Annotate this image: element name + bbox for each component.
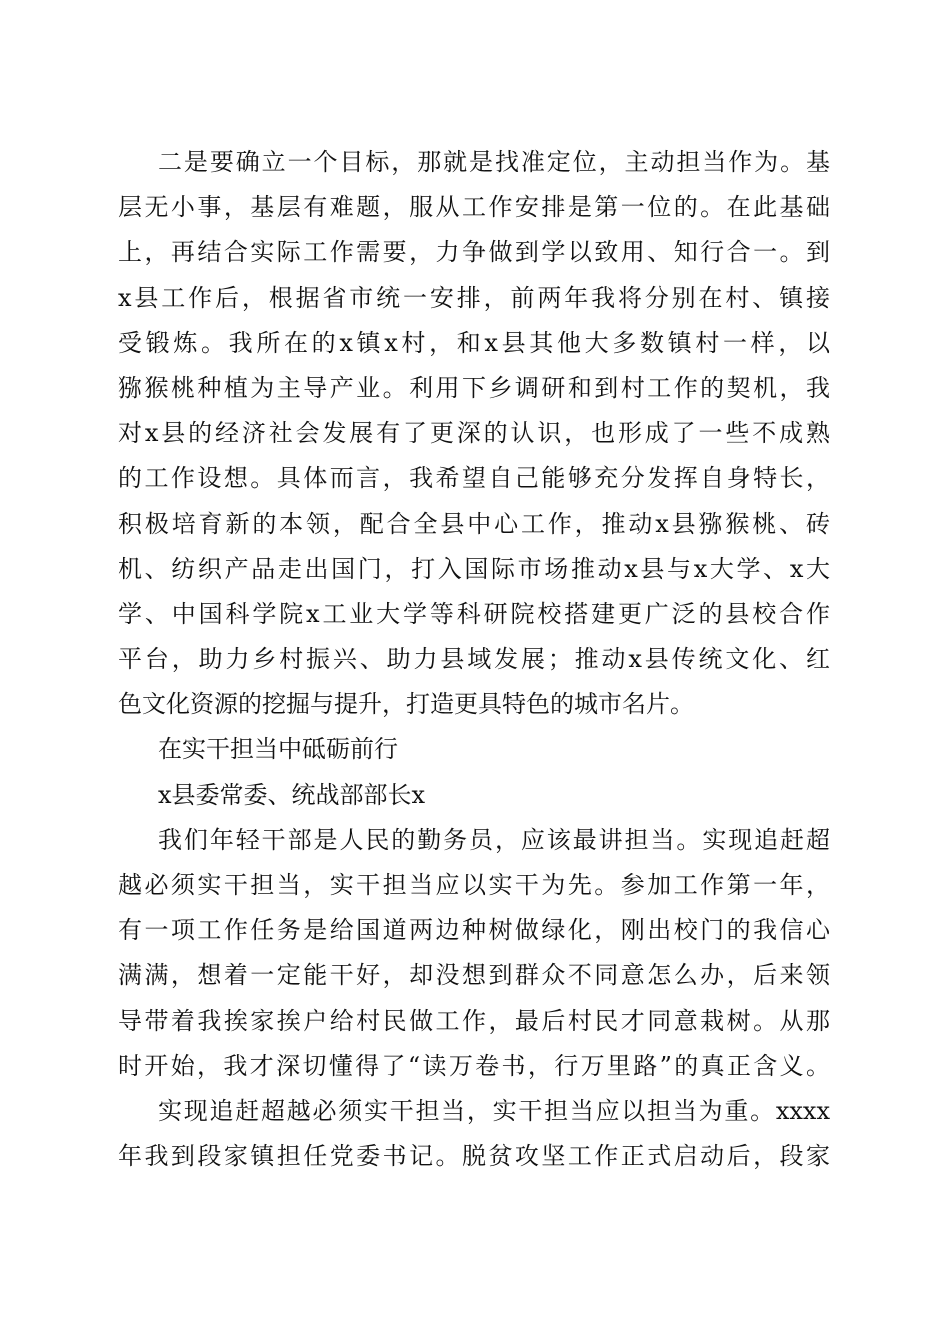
- paragraph-line: 满满，想着一定能干好，却没想到群众不同意怎么办，后来领: [118, 961, 830, 990]
- paragraph-line: 有一项工作任务是给国道两边种树做绿化，刚出校门的我信心: [118, 916, 830, 945]
- paragraph-line: 平台，助力乡村振兴、助力县域发展；推动x县传统文化、红: [118, 645, 830, 674]
- paragraph-line: 猕猴桃种植为主导产业。利用下乡调研和到村工作的契机，我: [118, 373, 830, 402]
- section-title: 在实干担当中砥砺前行: [158, 735, 398, 764]
- paragraph-line: 的工作设想。具体而言，我希望自己能够充分发挥自身特长，: [118, 464, 830, 493]
- paragraph-line: 导带着我挨家挨户给村民做工作，最后村民才同意栽树。从那: [118, 1006, 830, 1035]
- paragraph-line: 层无小事，基层有难题，服从工作安排是第一位的。在此基础: [118, 193, 830, 222]
- paragraph-line: 时开始，我才深切懂得了“读万卷书，行万里路”的真正含义。: [118, 1051, 830, 1080]
- paragraph-line: 受锻炼。我所在的x镇x村，和x县其他大多数镇村一样，以: [118, 328, 830, 357]
- paragraph-line: 学、中国科学院x工业大学等科研院校搭建更广泛的县校合作: [118, 599, 830, 628]
- paragraph-line: x县工作后，根据省市统一安排，前两年我将分别在村、镇接: [118, 283, 830, 312]
- author-line: x县委常委、统战部部长x: [158, 780, 426, 809]
- paragraph-line: 机、纺织产品走出国门，打入国际市场推动x县与x大学、x大: [118, 554, 830, 583]
- paragraph-line: 色文化资源的挖掘与提升，打造更具特色的城市名片。: [118, 690, 694, 719]
- paragraph-line: 越必须实干担当，实干担当应以实干为先。参加工作第一年，: [118, 871, 830, 899]
- paragraph-line: 二是要确立一个目标，那就是找准定位，主动担当作为。基: [158, 148, 830, 176]
- paragraph-line: 年我到段家镇担任党委书记。脱贫攻坚工作正式启动后，段家: [118, 1142, 830, 1171]
- paragraph-line: 对x县的经济社会发展有了更深的认识，也形成了一些不成熟: [118, 419, 830, 448]
- paragraph-line: 我们年轻干部是人民的勤务员，应该最讲担当。实现追赶超: [158, 825, 830, 854]
- paragraph-line: 积极培育新的本领，配合全县中心工作，推动x县猕猴桃、砖: [118, 509, 830, 538]
- paragraph-line: 实现追赶超越必须实干担当，实干担当应以担当为重。xxxx: [158, 1096, 830, 1125]
- body-text: [118, 140, 830, 1179]
- paragraph-line: 上，再结合实际工作需要，力争做到学以致用、知行合一。到: [118, 238, 830, 267]
